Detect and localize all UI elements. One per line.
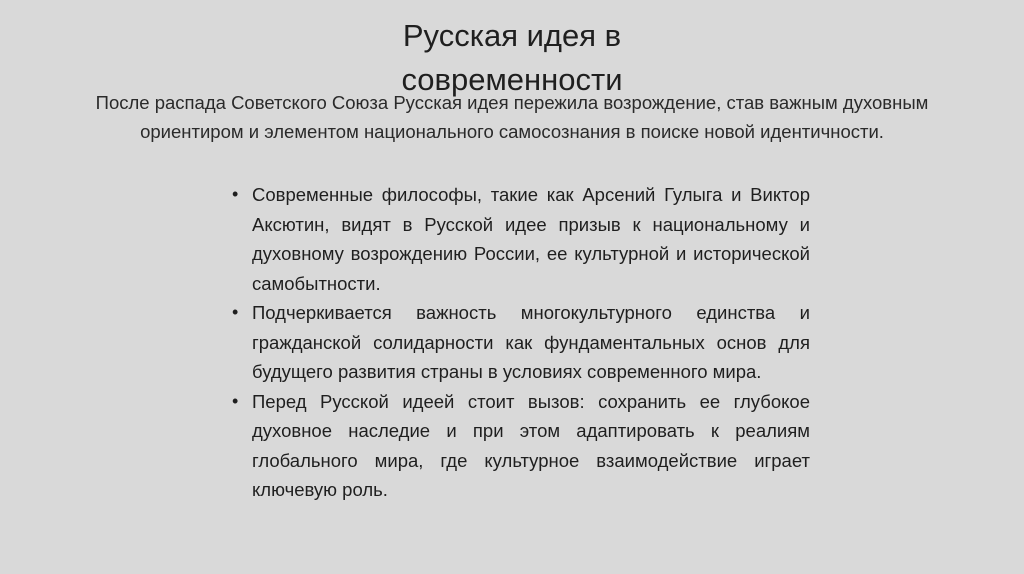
- slide-title: Русская идея в современности: [401, 18, 623, 97]
- bullet-marker: •: [232, 184, 239, 204]
- bullet-marker: •: [232, 390, 239, 411]
- bullet-text: Подчеркивается важность многокультурного единства и гражданской солидарности как фундаментальных основ для будущего развития страны в условиях современного мира.: [252, 302, 810, 382]
- bullet-marker: •: [232, 302, 239, 322]
- bullet-text: Перед Русской идеей стоит вызов: сохранить ее глубокое духовное наследие и при этом адаптировать к реалиям глобального мира, где культурное взаимодействие играет ключевую роль.: [252, 390, 810, 500]
- bullet-item: [232, 387, 810, 505]
- intro-paragraph: После распада Советского Союза Русская идея пережила возрождение, став важным духовным ориентиром и элементом национального самосознания в поиске новой идентичности.: [95, 92, 929, 142]
- bullet-item: [232, 180, 810, 298]
- bullet-text: Современные философы, такие как Арсений Гулыга и Виктор Аксютин, видят в Русской идее призыв к национальному и духовному возрождению России, ее культурной и исторической самобытности.: [252, 184, 810, 294]
- bullet-list: [232, 180, 810, 505]
- bullet-item: [232, 298, 810, 387]
